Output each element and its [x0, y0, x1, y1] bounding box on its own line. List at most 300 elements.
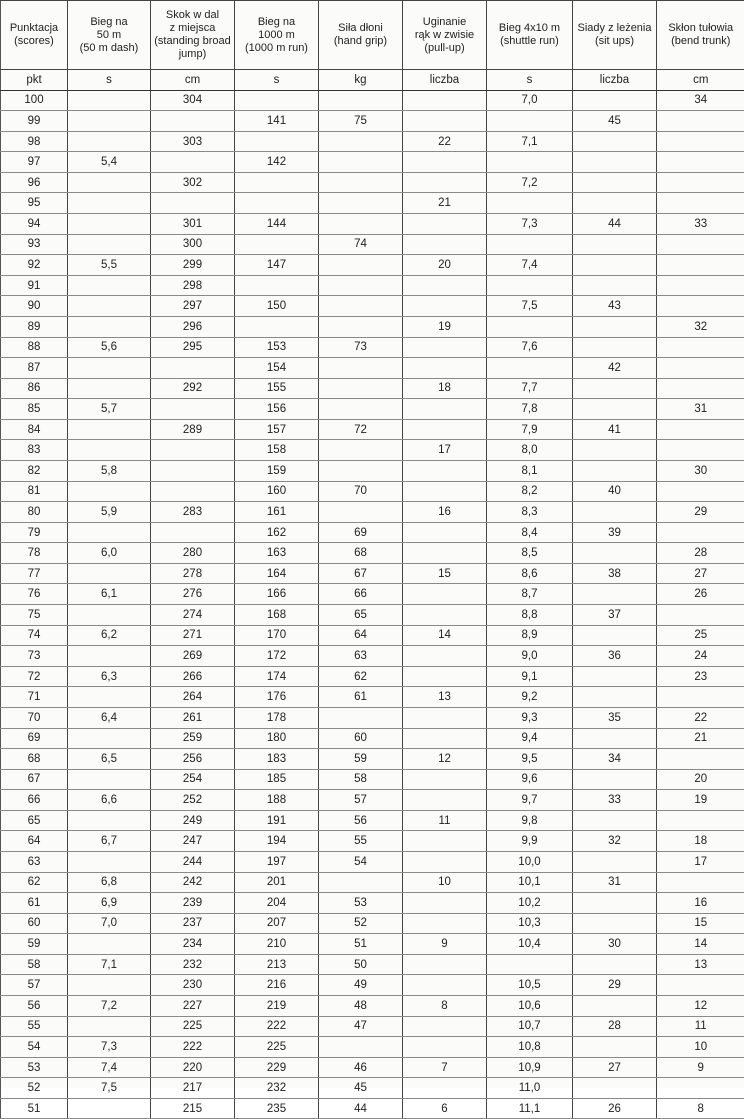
cell-1000m-run — [235, 172, 319, 193]
cell-50m-dash — [68, 1098, 151, 1119]
cell-shuttle-run: 8,8 — [487, 605, 573, 626]
table-row — [1, 358, 744, 379]
cell-bend-trunk — [657, 152, 744, 173]
cell-shuttle-run: 7,9 — [487, 419, 573, 440]
cell-shuttle-run: 9,7 — [487, 790, 573, 811]
cell-hand-grip: 74 — [319, 234, 403, 255]
cell-scores: 62 — [1, 872, 68, 893]
cell-scores: 67 — [1, 769, 68, 790]
cell-sit-ups — [573, 625, 657, 646]
header-line: Bieg 4x10 m — [489, 22, 570, 35]
cell-standing-broad-jump: 278 — [151, 563, 235, 584]
table-row — [1, 460, 744, 481]
cell-shuttle-run: 9,4 — [487, 728, 573, 749]
cell-scores: 58 — [1, 954, 68, 975]
cell-shuttle-run: 9,5 — [487, 749, 573, 770]
cell-bend-trunk — [657, 1078, 744, 1099]
cell-50m-dash — [68, 172, 151, 193]
cell-shuttle-run: 11,0 — [487, 1078, 573, 1099]
cell-standing-broad-jump: 252 — [151, 790, 235, 811]
cell-scores: 51 — [1, 1098, 68, 1119]
cell-hand-grip: 61 — [319, 687, 403, 708]
cell-scores: 52 — [1, 1078, 68, 1099]
cell-pull-up — [403, 831, 487, 852]
cell-shuttle-run: 8,5 — [487, 543, 573, 564]
cell-bend-trunk: 33 — [657, 214, 744, 235]
cell-standing-broad-jump: 280 — [151, 543, 235, 564]
cell-50m-dash — [68, 769, 151, 790]
cell-shuttle-run: 7,1 — [487, 131, 573, 152]
table-row — [1, 234, 744, 255]
cell-50m-dash — [68, 316, 151, 337]
cell-sit-ups — [573, 584, 657, 605]
cell-sit-ups — [573, 913, 657, 934]
cell-1000m-run: 225 — [235, 1037, 319, 1058]
cell-1000m-run: 188 — [235, 790, 319, 811]
cell-hand-grip: 62 — [319, 666, 403, 687]
table-row — [1, 666, 744, 687]
header-line: (pull-up) — [405, 42, 484, 55]
table-row — [1, 1078, 744, 1099]
cell-pull-up — [403, 90, 487, 111]
table-row — [1, 399, 744, 420]
cell-scores: 94 — [1, 214, 68, 235]
cell-scores: 86 — [1, 378, 68, 399]
table-row — [1, 893, 744, 914]
cell-50m-dash — [68, 378, 151, 399]
cell-standing-broad-jump — [151, 522, 235, 543]
table-row — [1, 255, 744, 276]
cell-bend-trunk: 26 — [657, 584, 744, 605]
cell-bend-trunk: 13 — [657, 954, 744, 975]
cell-sit-ups — [573, 769, 657, 790]
cell-hand-grip: 60 — [319, 728, 403, 749]
cell-standing-broad-jump: 298 — [151, 275, 235, 296]
cell-hand-grip — [319, 275, 403, 296]
cell-1000m-run: 164 — [235, 563, 319, 584]
cell-standing-broad-jump: 232 — [151, 954, 235, 975]
cell-pull-up — [403, 584, 487, 605]
cell-pull-up — [403, 358, 487, 379]
cell-shuttle-run: 8,3 — [487, 502, 573, 523]
cell-bend-trunk: 12 — [657, 996, 744, 1017]
table-row — [1, 296, 744, 317]
cell-shuttle-run: 7,5 — [487, 296, 573, 317]
table-row — [1, 687, 744, 708]
cell-shuttle-run — [487, 316, 573, 337]
cell-1000m-run: 197 — [235, 851, 319, 872]
cell-scores: 96 — [1, 172, 68, 193]
header-line: Bieg na — [70, 16, 148, 29]
cell-shuttle-run: 10,2 — [487, 893, 573, 914]
cell-shuttle-run: 10,7 — [487, 1016, 573, 1037]
cell-hand-grip: 53 — [319, 893, 403, 914]
cell-sit-ups — [573, 337, 657, 358]
cell-50m-dash: 6,2 — [68, 625, 151, 646]
cell-standing-broad-jump: 269 — [151, 646, 235, 667]
cell-pull-up: 21 — [403, 193, 487, 214]
cell-standing-broad-jump: 259 — [151, 728, 235, 749]
cell-bend-trunk — [657, 605, 744, 626]
cell-standing-broad-jump: 274 — [151, 605, 235, 626]
cell-bend-trunk: 17 — [657, 851, 744, 872]
cell-pull-up: 20 — [403, 255, 487, 276]
cell-scores: 68 — [1, 749, 68, 770]
table-row — [1, 584, 744, 605]
cell-shuttle-run: 8,7 — [487, 584, 573, 605]
cell-pull-up — [403, 337, 487, 358]
table-row — [1, 563, 744, 584]
cell-scores: 77 — [1, 563, 68, 584]
cell-hand-grip — [319, 502, 403, 523]
cell-pull-up — [403, 111, 487, 132]
units-row — [1, 70, 744, 91]
cell-hand-grip: 75 — [319, 111, 403, 132]
cell-pull-up: 11 — [403, 810, 487, 831]
cell-standing-broad-jump: 296 — [151, 316, 235, 337]
header-50m-dash — [68, 1, 151, 70]
cell-shuttle-run — [487, 954, 573, 975]
cell-50m-dash: 5,9 — [68, 502, 151, 523]
cell-standing-broad-jump: 217 — [151, 1078, 235, 1099]
cell-1000m-run: 172 — [235, 646, 319, 667]
cell-hand-grip: 57 — [319, 790, 403, 811]
cell-bend-trunk — [657, 337, 744, 358]
cell-1000m-run: 229 — [235, 1057, 319, 1078]
table-row — [1, 954, 744, 975]
cell-1000m-run: 174 — [235, 666, 319, 687]
cell-sit-ups — [573, 728, 657, 749]
table-row — [1, 831, 744, 852]
cell-50m-dash: 6,5 — [68, 749, 151, 770]
cell-scores: 70 — [1, 707, 68, 728]
cell-50m-dash — [68, 810, 151, 831]
header-sit-ups — [573, 1, 657, 70]
cell-1000m-run: 222 — [235, 1016, 319, 1037]
cell-scores: 76 — [1, 584, 68, 605]
cell-scores: 83 — [1, 440, 68, 461]
cell-scores: 64 — [1, 831, 68, 852]
cell-bend-trunk — [657, 872, 744, 893]
cell-1000m-run: 204 — [235, 893, 319, 914]
cell-sit-ups — [573, 131, 657, 152]
cell-hand-grip — [319, 172, 403, 193]
cell-pull-up — [403, 460, 487, 481]
cell-pull-up — [403, 790, 487, 811]
cell-shuttle-run: 8,4 — [487, 522, 573, 543]
cell-shuttle-run: 7,3 — [487, 214, 573, 235]
cell-shuttle-run: 8,2 — [487, 481, 573, 502]
cell-standing-broad-jump: 261 — [151, 707, 235, 728]
header-line: Siła dłoni — [321, 22, 400, 35]
header-line: (1000 m run) — [237, 42, 316, 55]
cell-sit-ups: 38 — [573, 563, 657, 584]
cell-bend-trunk: 14 — [657, 934, 744, 955]
cell-50m-dash: 5,4 — [68, 152, 151, 173]
cell-sit-ups: 29 — [573, 975, 657, 996]
cell-hand-grip: 46 — [319, 1057, 403, 1078]
cell-pull-up — [403, 543, 487, 564]
cell-1000m-run: 160 — [235, 481, 319, 502]
cell-standing-broad-jump — [151, 481, 235, 502]
cell-scores: 88 — [1, 337, 68, 358]
cell-50m-dash — [68, 687, 151, 708]
cell-pull-up: 12 — [403, 749, 487, 770]
cell-bend-trunk: 9 — [657, 1057, 744, 1078]
cell-scores: 63 — [1, 851, 68, 872]
cell-sit-ups: 30 — [573, 934, 657, 955]
header-line: rąk w zwisie — [405, 29, 484, 42]
cell-50m-dash — [68, 975, 151, 996]
cell-hand-grip: 64 — [319, 625, 403, 646]
table-row — [1, 214, 744, 235]
cell-pull-up: 16 — [403, 502, 487, 523]
cell-bend-trunk — [657, 810, 744, 831]
cell-sit-ups: 31 — [573, 872, 657, 893]
cell-1000m-run: 194 — [235, 831, 319, 852]
header-scores — [1, 1, 68, 70]
cell-shuttle-run: 10,4 — [487, 934, 573, 955]
cell-pull-up — [403, 152, 487, 173]
cell-sit-ups — [573, 666, 657, 687]
cell-bend-trunk — [657, 419, 744, 440]
cell-bend-trunk — [657, 522, 744, 543]
cell-scores: 73 — [1, 646, 68, 667]
cell-scores: 79 — [1, 522, 68, 543]
header-line: (hand grip) — [321, 35, 400, 48]
cell-scores: 84 — [1, 419, 68, 440]
cell-bend-trunk — [657, 440, 744, 461]
header-bend-trunk — [657, 1, 744, 70]
header-line: Skok w dal — [153, 9, 232, 22]
cell-standing-broad-jump: 276 — [151, 584, 235, 605]
cell-pull-up — [403, 954, 487, 975]
cell-scores: 91 — [1, 275, 68, 296]
cell-50m-dash: 6,8 — [68, 872, 151, 893]
cell-pull-up — [403, 1016, 487, 1037]
cell-shuttle-run: 8,1 — [487, 460, 573, 481]
cell-hand-grip — [319, 193, 403, 214]
cell-bend-trunk: 27 — [657, 563, 744, 584]
cell-bend-trunk — [657, 193, 744, 214]
cell-sit-ups — [573, 275, 657, 296]
table-body — [1, 70, 744, 1119]
cell-shuttle-run — [487, 193, 573, 214]
cell-bend-trunk — [657, 687, 744, 708]
cell-scores: 53 — [1, 1057, 68, 1078]
table-row — [1, 481, 744, 502]
unit-cell: cm — [657, 70, 744, 91]
cell-sit-ups: 43 — [573, 296, 657, 317]
cell-standing-broad-jump: 300 — [151, 234, 235, 255]
cell-bend-trunk: 10 — [657, 1037, 744, 1058]
cell-shuttle-run: 9,2 — [487, 687, 573, 708]
cell-standing-broad-jump: 266 — [151, 666, 235, 687]
cell-bend-trunk — [657, 296, 744, 317]
cell-hand-grip: 49 — [319, 975, 403, 996]
cell-pull-up — [403, 646, 487, 667]
cell-pull-up: 8 — [403, 996, 487, 1017]
cell-50m-dash — [68, 605, 151, 626]
cell-scores: 60 — [1, 913, 68, 934]
cell-sit-ups — [573, 543, 657, 564]
cell-shuttle-run — [487, 111, 573, 132]
header-line: (sit ups) — [575, 35, 654, 48]
cell-hand-grip — [319, 460, 403, 481]
cell-sit-ups — [573, 399, 657, 420]
cell-pull-up — [403, 707, 487, 728]
header-line: (shuttle run) — [489, 35, 570, 48]
cell-bend-trunk — [657, 234, 744, 255]
cell-scores: 85 — [1, 399, 68, 420]
cell-standing-broad-jump: 220 — [151, 1057, 235, 1078]
cell-sit-ups: 40 — [573, 481, 657, 502]
table-row — [1, 728, 744, 749]
cell-sit-ups — [573, 954, 657, 975]
cell-pull-up: 13 — [403, 687, 487, 708]
cell-hand-grip: 72 — [319, 419, 403, 440]
cell-pull-up — [403, 399, 487, 420]
cell-standing-broad-jump: 249 — [151, 810, 235, 831]
cell-50m-dash: 7,2 — [68, 996, 151, 1017]
cell-50m-dash: 5,7 — [68, 399, 151, 420]
cell-standing-broad-jump: 304 — [151, 90, 235, 111]
cell-50m-dash — [68, 646, 151, 667]
cell-scores: 80 — [1, 502, 68, 523]
cell-sit-ups — [573, 193, 657, 214]
cell-sit-ups: 34 — [573, 749, 657, 770]
cell-1000m-run: 183 — [235, 749, 319, 770]
cell-scores: 57 — [1, 975, 68, 996]
cell-hand-grip — [319, 255, 403, 276]
unit-cell: s — [68, 70, 151, 91]
cell-50m-dash — [68, 275, 151, 296]
cell-50m-dash — [68, 90, 151, 111]
cell-hand-grip — [319, 90, 403, 111]
cell-hand-grip — [319, 358, 403, 379]
table-row — [1, 522, 744, 543]
cell-1000m-run — [235, 90, 319, 111]
cell-shuttle-run: 7,6 — [487, 337, 573, 358]
cell-scores: 99 — [1, 111, 68, 132]
cell-sit-ups: 37 — [573, 605, 657, 626]
header-line: Skłon tułowia — [659, 22, 743, 35]
cell-hand-grip — [319, 131, 403, 152]
cell-sit-ups: 28 — [573, 1016, 657, 1037]
cell-50m-dash — [68, 440, 151, 461]
cell-sit-ups — [573, 1037, 657, 1058]
cell-hand-grip: 59 — [319, 749, 403, 770]
cell-standing-broad-jump: 292 — [151, 378, 235, 399]
cell-bend-trunk: 28 — [657, 543, 744, 564]
cell-50m-dash: 7,3 — [68, 1037, 151, 1058]
cell-1000m-run: 142 — [235, 152, 319, 173]
cell-1000m-run: 213 — [235, 954, 319, 975]
cell-hand-grip — [319, 1037, 403, 1058]
cell-standing-broad-jump: 242 — [151, 872, 235, 893]
cell-sit-ups: 35 — [573, 707, 657, 728]
cell-sit-ups — [573, 1078, 657, 1099]
table-row — [1, 625, 744, 646]
cell-bend-trunk: 20 — [657, 769, 744, 790]
cell-standing-broad-jump: 227 — [151, 996, 235, 1017]
cell-sit-ups: 36 — [573, 646, 657, 667]
cell-50m-dash: 6,6 — [68, 790, 151, 811]
cell-50m-dash — [68, 111, 151, 132]
header-line: Siady z leżenia — [575, 22, 654, 35]
table-row — [1, 275, 744, 296]
cell-sit-ups — [573, 316, 657, 337]
cell-sit-ups — [573, 90, 657, 111]
cell-scores: 97 — [1, 152, 68, 173]
cell-50m-dash — [68, 419, 151, 440]
cell-1000m-run: 207 — [235, 913, 319, 934]
cell-scores: 75 — [1, 605, 68, 626]
cell-shuttle-run: 9,9 — [487, 831, 573, 852]
cell-scores: 65 — [1, 810, 68, 831]
header-line: 50 m — [70, 29, 148, 42]
cell-standing-broad-jump — [151, 460, 235, 481]
cell-1000m-run: 210 — [235, 934, 319, 955]
cell-50m-dash: 6,4 — [68, 707, 151, 728]
cell-scores: 72 — [1, 666, 68, 687]
cell-1000m-run: 162 — [235, 522, 319, 543]
cell-pull-up — [403, 975, 487, 996]
cell-1000m-run: 163 — [235, 543, 319, 564]
cell-standing-broad-jump: 295 — [151, 337, 235, 358]
cell-bend-trunk — [657, 358, 744, 379]
header-line: Punktacja — [3, 22, 65, 35]
cell-scores: 92 — [1, 255, 68, 276]
cell-standing-broad-jump: 254 — [151, 769, 235, 790]
cell-pull-up: 14 — [403, 625, 487, 646]
table-row — [1, 543, 744, 564]
table-row — [1, 646, 744, 667]
cell-standing-broad-jump: 264 — [151, 687, 235, 708]
cell-shuttle-run: 10,6 — [487, 996, 573, 1017]
cell-sit-ups: 45 — [573, 111, 657, 132]
cell-hand-grip: 66 — [319, 584, 403, 605]
table-row — [1, 872, 744, 893]
cell-hand-grip: 56 — [319, 810, 403, 831]
cell-1000m-run — [235, 234, 319, 255]
cell-sit-ups — [573, 255, 657, 276]
cell-hand-grip — [319, 872, 403, 893]
cell-scores: 69 — [1, 728, 68, 749]
cell-50m-dash — [68, 481, 151, 502]
cell-50m-dash: 7,5 — [68, 1078, 151, 1099]
cell-1000m-run: 232 — [235, 1078, 319, 1099]
cell-50m-dash: 7,4 — [68, 1057, 151, 1078]
cell-hand-grip — [319, 152, 403, 173]
cell-1000m-run: 158 — [235, 440, 319, 461]
cell-standing-broad-jump: 256 — [151, 749, 235, 770]
cell-1000m-run: 144 — [235, 214, 319, 235]
cell-scores: 78 — [1, 543, 68, 564]
unit-cell: s — [235, 70, 319, 91]
cell-1000m-run: 157 — [235, 419, 319, 440]
cell-pull-up — [403, 481, 487, 502]
cell-scores: 87 — [1, 358, 68, 379]
cell-sit-ups: 39 — [573, 522, 657, 543]
table-row — [1, 172, 744, 193]
header-line: Bieg na — [237, 16, 316, 29]
cell-50m-dash: 6,3 — [68, 666, 151, 687]
cell-bend-trunk — [657, 378, 744, 399]
cell-standing-broad-jump: 302 — [151, 172, 235, 193]
cell-scores: 93 — [1, 234, 68, 255]
cell-1000m-run: 161 — [235, 502, 319, 523]
